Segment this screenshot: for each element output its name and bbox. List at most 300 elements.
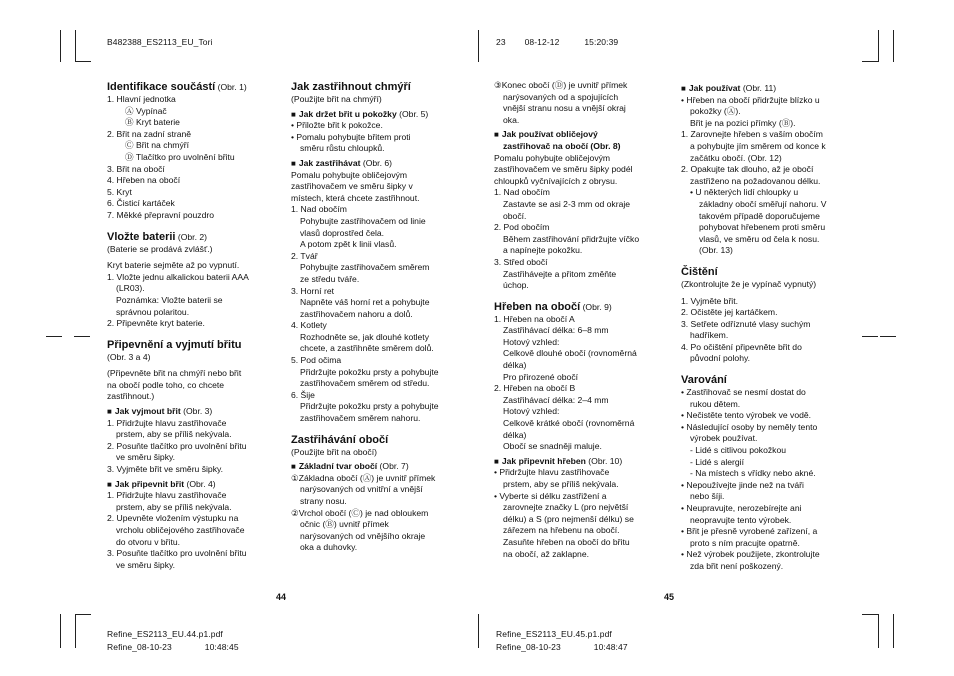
text-line-text: • Přidržujte hlavu zastřihovače	[494, 467, 610, 478]
text-line-text: a pohybujte jím směrem od konce k	[690, 140, 826, 151]
text-line	[681, 319, 861, 331]
text-line-text: A potom zpět k linii vlasů.	[300, 239, 397, 250]
section-heading	[291, 433, 471, 447]
text-line	[681, 445, 861, 457]
text-line	[681, 342, 861, 354]
text-line-text: 2. Posuňte tlačítko pro uvolnění břitu	[107, 440, 247, 451]
text-line-text: (Obr. 3 a 4)	[107, 351, 151, 362]
crop-mark	[862, 61, 878, 62]
text-line-text: očnic (Ⓑ) uvnitř přímek	[300, 519, 389, 530]
crop-mark	[75, 61, 91, 62]
text-line	[681, 457, 861, 469]
text-line-text: pohybovat hřebenem proti směru	[699, 222, 826, 233]
text-line	[291, 143, 471, 155]
text-line	[494, 257, 666, 269]
subsection-heading	[494, 456, 666, 468]
text-line-text: prstem, aby se příliš nekývala.	[503, 479, 619, 489]
text-line-text: • Břit je přesně vyrobené zařízení, a	[681, 526, 818, 537]
text-line-text: nebo šíji.	[690, 491, 725, 502]
text-line-text: • Než výrobek použijete, zkontrolujte	[681, 549, 820, 560]
text-line	[291, 332, 471, 344]
subsection-heading-text: Jak držet břit u pokožky	[298, 108, 397, 119]
text-line	[107, 106, 279, 118]
text-line	[494, 211, 666, 223]
text-line	[494, 372, 666, 384]
text-line	[681, 330, 861, 342]
crop-mark	[862, 614, 878, 615]
crop-mark	[880, 336, 896, 337]
text-line-text: Pomalu pohybujte obličejovým	[494, 152, 611, 163]
text-line-text: vrcholu obličejového zastřihovače	[116, 525, 245, 535]
text-line	[681, 279, 861, 291]
text-line	[291, 120, 471, 132]
text-line	[291, 508, 471, 520]
text-line	[107, 464, 279, 476]
text-line	[291, 262, 471, 274]
subsection-heading-text: Jak připevnit břit	[114, 478, 185, 489]
text-line-text: (Obr. 13)	[699, 245, 733, 256]
text-line-text: Zastřihávejte a přitom změňte	[503, 268, 617, 279]
text-line-text: 2. Opakujte tak dlouho, až je obočí	[681, 164, 814, 175]
crop-mark	[60, 30, 61, 62]
text-line	[494, 80, 666, 92]
text-line-text: • Vyberte si délku zastřižení a	[494, 490, 607, 501]
text-line-text: • Hřeben na obočí přidržujte blízko u	[681, 94, 820, 105]
text-line	[107, 140, 279, 152]
text-line	[107, 502, 279, 514]
text-line-text: 3. Posuňte tlačítko pro uvolnění břitu	[107, 548, 247, 559]
text-line-text: 1. Nad obočím	[494, 187, 550, 198]
text-line	[291, 94, 471, 106]
crop-mark	[75, 614, 91, 615]
text-line	[107, 198, 279, 210]
text-line	[291, 286, 471, 298]
text-line-text: Obočí se snadněji maluje.	[503, 441, 602, 452]
text-line-text: Napněte váš horní ret a pohybujte	[300, 297, 430, 308]
column-1	[107, 80, 279, 571]
text-line-text: zastřihovačem nahoru a dolů.	[300, 308, 413, 319]
text-line-text: (Připevněte břit na chmýří nebo břit	[107, 368, 242, 379]
text-line-text: chloupků vyčnívajících z obrysu.	[494, 175, 618, 186]
text-line	[291, 132, 471, 144]
text-line	[681, 526, 861, 538]
text-line-text: 1. Vyjměte břit.	[681, 295, 738, 306]
text-line	[107, 560, 279, 572]
text-line	[107, 307, 279, 319]
footer-right-time: 10:48:47	[593, 642, 628, 652]
text-line-text: délka)	[503, 429, 527, 440]
text-line-text: 3. Vyjměte břit ve směru šipky.	[107, 464, 224, 475]
text-line	[107, 429, 279, 441]
text-line-text: oka a duhovky.	[300, 542, 358, 553]
text-line-text: 1. Vložte jednu alkalickou baterii AAA	[107, 271, 249, 282]
column-4	[681, 80, 861, 573]
column-3	[494, 80, 666, 560]
text-line-text: Pohybujte zastřihovačem od linie	[300, 215, 426, 226]
figure-reference: (Obr. 2)	[175, 231, 207, 242]
text-line-text: zastřihovačem ve směru šipky v	[291, 181, 413, 192]
text-line-text: 1. Zarovnejte hřeben s vaším obočím	[681, 129, 823, 140]
text-line	[107, 318, 279, 330]
text-line	[107, 452, 279, 464]
text-line	[494, 269, 666, 281]
crop-mark	[478, 30, 479, 62]
text-line	[107, 418, 279, 430]
crop-mark	[46, 336, 62, 337]
subsection-heading-text: Základní tvar obočí	[298, 461, 378, 472]
text-line	[107, 391, 279, 403]
text-line	[681, 187, 861, 199]
text-line-text: Břit je na pozici přímky (Ⓑ).	[690, 117, 796, 128]
text-line	[494, 406, 666, 418]
text-line-text: neopravujte tento výrobek.	[690, 514, 792, 525]
slug-date: 08-12-12	[524, 37, 560, 47]
text-line-text: Přidržujte pokožku prsty a pohybujte	[300, 366, 439, 377]
subsection-heading-text: Jak zastřihávat	[298, 157, 361, 168]
text-line-text: hadříkem.	[690, 330, 729, 341]
text-line-text: oka.	[503, 114, 520, 125]
text-line-text: • Neupravujte, nerozebírejte ani	[681, 503, 802, 513]
section-heading	[681, 373, 861, 387]
text-line-text: 2. Připevněte kryt baterie.	[107, 318, 205, 329]
figure-reference: (Obr. 10)	[585, 455, 623, 466]
text-line	[107, 244, 279, 256]
text-line	[681, 491, 861, 503]
text-line-text: pokožky (Ⓐ).	[690, 106, 741, 117]
text-line	[494, 514, 666, 526]
footer-right	[496, 628, 628, 654]
text-line	[494, 467, 666, 479]
text-line	[494, 325, 666, 337]
text-line-text: vlasů, ve směru od čela k nosu.	[699, 233, 820, 244]
text-line	[107, 129, 279, 141]
section-heading	[681, 265, 861, 279]
text-line	[681, 468, 861, 480]
text-line-text: • Následující osoby by neměly tento	[681, 421, 818, 432]
text-line	[291, 251, 471, 263]
figure-reference: (Obr. 7)	[377, 461, 409, 472]
text-line-text: • Přiložte břit k pokožce.	[291, 120, 383, 131]
text-line	[107, 295, 279, 307]
text-line	[681, 296, 861, 308]
text-line	[291, 473, 471, 485]
text-line-text: výrobek používat.	[690, 433, 758, 444]
figure-reference: (Obr. 5)	[396, 108, 429, 119]
text-line-text: • U některých lidí chloupky u	[690, 187, 799, 198]
text-line-text: a napínejte pokožku.	[503, 245, 583, 256]
text-line	[494, 141, 666, 153]
footer-left-time: 10:48:45	[204, 642, 239, 652]
text-line-text: obočí.	[503, 210, 527, 221]
text-line-text: zastřihovačem směrem nahoru.	[300, 413, 421, 424]
text-line-text: rukou dětem.	[690, 398, 741, 409]
subsection-heading	[107, 479, 279, 491]
text-line-text: (Použijte břit na obočí)	[291, 446, 377, 457]
crop-mark	[893, 30, 894, 62]
text-line	[494, 337, 666, 349]
text-line	[494, 115, 666, 127]
text-line	[681, 234, 861, 246]
text-line	[291, 239, 471, 251]
text-line	[494, 187, 666, 199]
text-line-text: 4. Po očištění připevněte břit do	[681, 341, 802, 352]
section-heading-text: Připevnění a vyjmutí břitu	[107, 338, 242, 351]
text-line	[681, 515, 861, 527]
text-line	[291, 274, 471, 286]
text-line	[681, 503, 861, 515]
text-line-text: Během zastřihování přidržujte víčko	[503, 233, 640, 244]
text-line-text: na obočí podle toho, co chcete	[107, 379, 225, 390]
text-line	[494, 176, 666, 188]
crop-mark	[862, 336, 878, 337]
text-line	[494, 418, 666, 430]
text-line	[107, 513, 279, 525]
section-heading-text: Čištění	[681, 265, 718, 278]
text-line-text: Celkově dlouhé obočí (rovnoměrná	[503, 348, 637, 359]
text-line	[291, 216, 471, 228]
text-line-text: 3. Setřete odříznuté vlasy suchým	[681, 318, 811, 329]
job-name: B482388_ES2113_EU_Tori	[107, 37, 213, 47]
section-heading-text: Identifikace součástí	[107, 81, 216, 93]
section-heading-text: Jak zastřihnout chmýří	[291, 81, 411, 93]
text-line-text: 7. Měkké přepravní pouzdro	[107, 209, 215, 220]
text-line	[291, 309, 471, 321]
text-line	[291, 531, 471, 543]
text-line	[494, 395, 666, 407]
text-line-text: • Nečistěte tento výrobek ve vodě.	[681, 410, 812, 421]
page-number-right: 45	[664, 592, 675, 602]
text-line	[291, 320, 471, 332]
crop-mark	[75, 614, 76, 648]
subsection-heading-text: Jak připevnit hřeben	[501, 455, 586, 466]
text-line	[681, 141, 861, 153]
text-line	[291, 204, 471, 216]
text-line	[494, 525, 666, 537]
text-line-text: • Zastřihovač se nesmí dostat do	[681, 387, 806, 398]
text-line	[107, 380, 279, 392]
figure-reference: (Obr. 9)	[580, 301, 612, 312]
crop-mark	[878, 30, 879, 62]
text-line-text: Zastřihávací délka: 6–8 mm	[503, 325, 609, 336]
text-line	[107, 490, 279, 502]
footer-left-date: Refine_08-10-23	[107, 642, 172, 652]
text-line	[107, 164, 279, 176]
text-line	[681, 433, 861, 445]
text-line-text: (Použijte břit na chmýří)	[291, 94, 382, 104]
text-line-text: do otvoru v břitu.	[116, 536, 181, 547]
text-line	[107, 525, 279, 537]
text-line-text: Hotový vzhled:	[503, 406, 560, 417]
text-line	[494, 479, 666, 491]
text-line	[494, 491, 666, 503]
text-line	[494, 234, 666, 246]
subsection-heading	[107, 406, 279, 418]
subsection-heading	[291, 158, 471, 170]
text-line	[107, 272, 279, 284]
section-heading	[291, 80, 471, 94]
section-heading	[107, 80, 279, 94]
text-line-text: 2. Pod obočím	[494, 222, 550, 233]
text-line-text: Pomalu pohybujte obličejovým	[291, 169, 408, 180]
footer-right-date: Refine_08-10-23	[496, 642, 561, 652]
column-2	[291, 80, 471, 554]
text-line	[494, 103, 666, 115]
text-line-text: 2. Tvář	[291, 250, 318, 261]
section-heading-text: Hřeben na obočí	[494, 300, 581, 313]
text-line-text: 1. Přidržujte hlavu zastřihovače	[107, 490, 227, 501]
text-line	[291, 355, 471, 367]
text-line	[107, 537, 279, 549]
text-line	[291, 228, 471, 240]
text-line	[107, 352, 279, 364]
job-slug	[107, 37, 213, 47]
figure-reference: (Obr. 4)	[184, 478, 216, 489]
crop-mark	[74, 336, 90, 337]
text-line	[681, 480, 861, 492]
text-line	[107, 117, 279, 129]
text-line	[681, 95, 861, 107]
text-line-text: místech, která chcete zastřihnout.	[291, 192, 420, 203]
text-line	[681, 561, 861, 573]
figure-reference: (Obr. 1)	[215, 82, 247, 92]
text-line	[494, 280, 666, 292]
text-line	[494, 245, 666, 257]
section-heading	[494, 300, 666, 314]
text-line	[107, 260, 279, 272]
text-line	[681, 387, 861, 399]
text-line	[681, 399, 861, 411]
section-heading-text: Zastřihávání obočí	[291, 433, 389, 446]
print-slug	[496, 37, 618, 47]
subsection-heading-text: Jak používat obličejový	[501, 129, 598, 140]
text-line-text: - Lidé s alergií	[690, 456, 744, 467]
text-line	[494, 92, 666, 104]
text-line-text: úchop.	[503, 280, 529, 291]
text-line	[107, 152, 279, 164]
text-line-text: Hotový vzhled:	[503, 336, 560, 347]
text-line-text: 1. Přidržujte hlavu zastřihovače	[107, 417, 227, 428]
text-line-text: 1. Hlavní jednotka	[107, 94, 176, 104]
text-line-text: Přidržujte pokožku prsty a pohybujte	[300, 401, 439, 412]
crop-mark	[60, 614, 61, 648]
text-line	[107, 548, 279, 560]
footer-right-file: Refine_ES2113_EU.45.p1.pdf	[496, 629, 612, 639]
text-line	[291, 542, 471, 554]
text-line-text: narýsovaných od a spojujících	[503, 91, 619, 102]
text-line-text: Ⓐ Vypínač	[125, 105, 167, 116]
subsection-heading-text: Jak používat	[688, 83, 741, 93]
text-line	[291, 297, 471, 309]
text-line-text: 3. Břit na obočí	[107, 163, 165, 174]
text-line	[291, 401, 471, 413]
text-line-text: zarovnejte značky L (pro největší	[503, 502, 629, 513]
text-line-text: ③Konec obočí (Ⓓ) je uvnitř přímek	[494, 80, 628, 90]
text-line	[291, 447, 471, 459]
figure-reference: (Obr. 11)	[740, 83, 777, 93]
text-line	[681, 129, 861, 141]
text-line	[107, 94, 279, 106]
text-line-text: ②Vrchol obočí (Ⓒ) je nad obloukem	[291, 507, 429, 518]
text-line-text: správnou polaritou.	[116, 306, 190, 317]
text-line-text: délku) a S (pro nejmenší délku) se	[503, 513, 634, 524]
text-line-text: 3. Horní ret	[291, 285, 334, 296]
text-line-text: původní polohy.	[690, 353, 751, 364]
text-line	[681, 422, 861, 434]
crop-mark	[893, 614, 894, 648]
text-line-text: • Pomalu pohybujte břitem proti	[291, 131, 411, 142]
text-line	[494, 383, 666, 395]
text-line-text: 4. Hřeben na obočí	[107, 175, 181, 186]
text-line	[681, 199, 861, 211]
text-line	[494, 153, 666, 165]
figure-reference: (Obr. 8)	[588, 140, 621, 151]
page-number-left: 44	[276, 592, 287, 602]
text-line	[681, 118, 861, 130]
text-line-text: ve směru šipky.	[116, 452, 176, 463]
footer-left	[107, 628, 239, 654]
text-line	[291, 496, 471, 508]
text-line-text: zastřihnout.)	[107, 391, 155, 402]
crop-mark	[478, 614, 479, 648]
text-line	[681, 410, 861, 422]
text-line-text: Ⓓ Tlačítko pro uvolnění břitu	[125, 151, 235, 162]
text-line	[107, 187, 279, 199]
text-line-text: 6. Šije	[291, 389, 315, 400]
text-line-text: narýsovaných od vnějšího okraje	[300, 530, 426, 541]
crop-mark	[75, 30, 76, 62]
text-line-text: zda břit není poškozený.	[690, 560, 784, 571]
text-line-text: • Nepoužívejte jinde než na tváři	[681, 479, 804, 490]
text-line-text: 4. Kotlety	[291, 320, 327, 331]
text-line	[291, 413, 471, 425]
text-line	[291, 519, 471, 531]
text-line	[494, 314, 666, 326]
text-line-text: 2. Očistěte jej kartáčkem.	[681, 307, 778, 318]
text-line	[107, 441, 279, 453]
text-line-text: základny obočí směřují nahoru. V	[699, 198, 827, 209]
text-line-text: (LR03).	[116, 283, 145, 294]
text-line	[291, 484, 471, 496]
text-line-text: chcete, a zastřihněte směrem dolů.	[300, 343, 434, 354]
text-line	[681, 353, 861, 365]
figure-reference: (Obr. 3)	[180, 406, 213, 417]
text-line	[494, 222, 666, 234]
text-line-text: délka)	[503, 360, 527, 371]
text-line-text: 1. Nad obočím	[291, 204, 347, 215]
section-heading-text: Vložte baterii	[107, 230, 176, 243]
text-line-text: takovém případě doporučujeme	[699, 210, 820, 221]
text-line-text: Poznámka: Vložte baterii se	[116, 294, 223, 305]
text-line-text: strany nosu.	[300, 496, 347, 506]
text-line-text: 2. Hřeben na obočí B	[494, 383, 576, 394]
text-line	[291, 390, 471, 402]
subsection-heading	[681, 83, 861, 95]
text-line-text: - Lidé s citlivou pokožkou	[690, 445, 787, 456]
text-line-text: Pro přirozené obočí	[503, 371, 578, 382]
text-line-text: Zastřihávací délka: 2–4 mm	[503, 394, 609, 405]
text-line-text: Pohybujte zastřihovačem směrem	[300, 262, 430, 273]
text-line-text: zastřihovačem ve směru šipky podél	[494, 164, 633, 175]
section-heading	[107, 338, 279, 352]
text-line	[107, 368, 279, 380]
text-line	[494, 348, 666, 360]
text-line	[291, 378, 471, 390]
text-line	[494, 537, 666, 549]
text-line-text: ze středu tváře.	[300, 273, 360, 284]
text-line	[681, 164, 861, 176]
text-line-text: Ⓑ Kryt baterie	[125, 117, 180, 128]
text-line-text: zastřiženo na požadovanou délku.	[690, 175, 821, 186]
